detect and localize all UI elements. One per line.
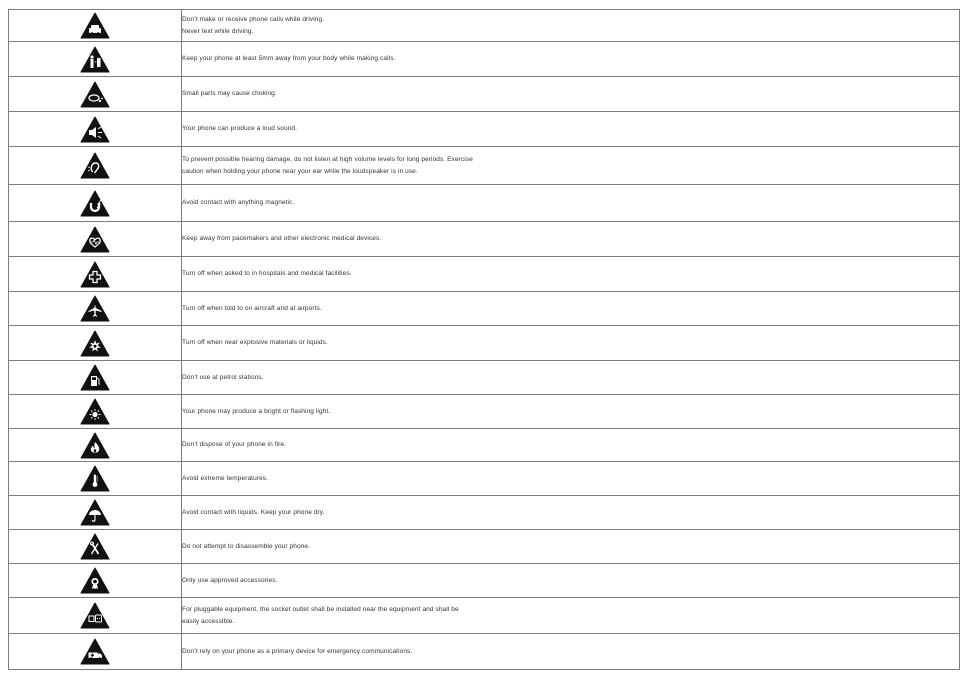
warning-text: Avoid extreme temperatures. [182,474,269,482]
table-row [9,185,960,222]
pacemaker-icon [80,226,110,253]
safety-table-body [9,10,960,670]
table-row [9,395,960,429]
thermometer-icon [80,465,110,492]
warning-text: To prevent possible hearing damage, do not listen at high volume levels for long periods. Exercise [182,155,473,163]
warning-text-cell [182,42,960,77]
icon-cell [9,530,182,564]
aircraft-icon [80,295,110,322]
icon-cell [9,112,182,147]
table-row [9,361,960,395]
umbrella-icon [80,499,110,526]
warning-text: Never text while driving. [182,27,254,35]
icon-cell [9,496,182,530]
warning-text-cell [182,598,960,634]
approved-accessories-icon [80,567,110,594]
icon-cell [9,147,182,185]
table-row [9,10,960,42]
warning-text-cell [182,185,960,222]
table-row [9,147,960,185]
emergency-vehicle-icon [80,638,110,665]
warning-text-cell [182,326,960,361]
table-row [9,112,960,147]
table-row [9,530,960,564]
icon-cell [9,292,182,326]
table-row [9,42,960,77]
warning-text: Keep away from pacemakers and other electronic medical devices. [182,235,382,242]
warning-text: For pluggable equipment, the socket outlet shall be installed near the equipment and shall be [182,605,459,613]
table-row [9,222,960,257]
icon-cell [9,185,182,222]
warning-text: Don’t make or receive phone calls while driving. [182,15,325,23]
safety-table [8,9,960,670]
icon-cell [9,222,182,257]
socket-outlet-icon [80,602,110,629]
warning-text: Avoid contact with liquids. Keep your phone dry. [182,508,325,516]
icon-cell [9,257,182,292]
table-row [9,257,960,292]
table-row [9,292,960,326]
warning-text: Only use approved accessories. [182,576,278,584]
icon-cell [9,42,182,77]
warning-text-cell [182,564,960,598]
warning-text: Keep your phone at least 5mm away from your body while making calls. [182,55,396,62]
warning-text-cell [182,361,960,395]
warning-text-cell [182,292,960,326]
icon-cell [9,10,182,42]
warning-text-cell [182,10,960,42]
warning-text-cell [182,530,960,564]
warning-text-cell [182,257,960,292]
icon-cell [9,564,182,598]
warning-text: Don’t use at petrol stations. [182,373,264,381]
warning-text: Your phone can produce a loud sound. [182,125,298,132]
explosive-icon [80,330,110,357]
table-row [9,496,960,530]
hearing-damage-icon [80,152,110,179]
warning-text: Do not attempt to disassemble your phone. [182,542,311,550]
fire-icon [80,432,110,459]
loud-sound-icon [80,116,110,143]
magnet-icon [80,190,110,217]
icon-cell [9,77,182,112]
icon-cell [9,429,182,462]
table-row [9,326,960,361]
table-row [9,77,960,112]
icon-cell [9,462,182,496]
table-row [9,564,960,598]
body-distance-icon [80,46,110,73]
warning-text-cell [182,462,960,496]
icon-cell [9,598,182,634]
warning-text: Avoid contact with anything magnetic. [182,199,295,206]
warning-text-cell [182,395,960,429]
warning-text: Your phone may produce a bright or flashing light. [182,407,331,415]
table-row [9,634,960,670]
warning-text: Small parts may cause choking. [182,90,277,97]
warning-text: caution when holding your phone near your ear while the loudspeaker is in use. [182,167,418,175]
table-row [9,598,960,634]
no-driving-icon [80,12,110,39]
table-row [9,429,960,462]
flashing-light-icon [80,398,110,425]
icon-cell [9,326,182,361]
warning-text-cell [182,147,960,185]
warning-text-cell [182,429,960,462]
warning-text: Don’t rely on your phone as a primary device for emergency communications. [182,647,413,655]
table-row [9,462,960,496]
icon-cell [9,634,182,670]
warning-text-cell [182,634,960,670]
warning-text: Turn off when asked to in hospitals and medical facilities. [182,270,352,277]
warning-text-cell [182,77,960,112]
petrol-station-icon [80,364,110,391]
warning-text-cell [182,496,960,530]
icon-cell [9,361,182,395]
warning-text-cell [182,112,960,147]
warning-text: easily accessible. [182,617,235,625]
warning-text: Turn off when near explosive materials or liquids. [182,339,328,346]
warning-text: Don’t dispose of your phone in fire. [182,441,287,448]
icon-cell [9,395,182,429]
warning-text-cell [182,222,960,257]
choking-hazard-icon [80,81,110,108]
disassemble-icon [80,533,110,560]
warning-text: Turn off when told to on aircraft and at airports. [182,304,322,312]
hospital-icon [80,261,110,288]
